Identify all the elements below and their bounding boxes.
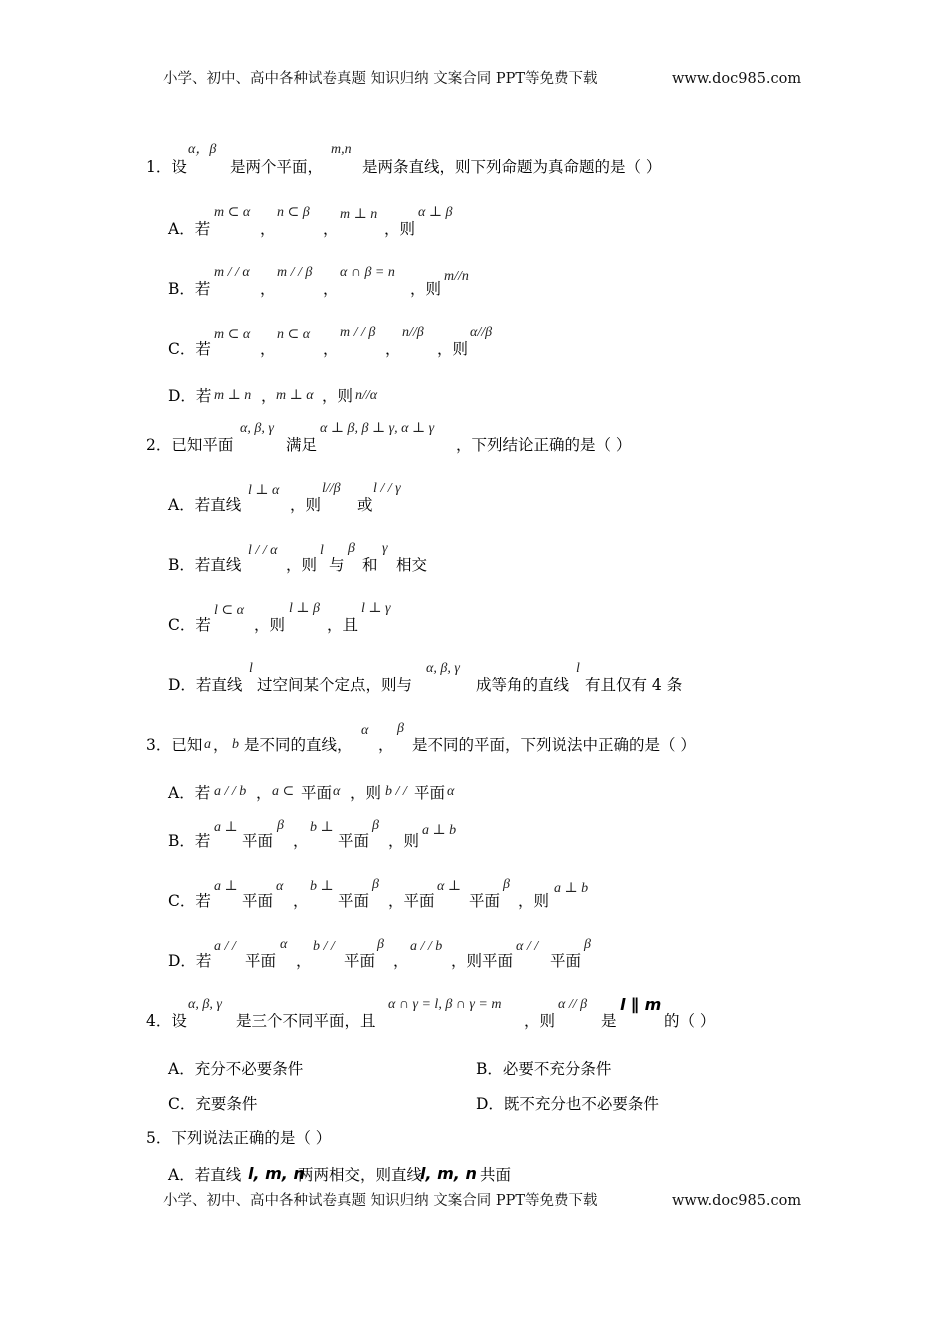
q1-option-a-sep-2: ， [323, 220, 339, 238]
q1-option-b-math-4: m//n [444, 269, 469, 284]
q2-option-a-math-1: l ⊥ α [248, 483, 280, 498]
q3-option-d-sep-4: ， [393, 952, 409, 970]
q4-option-d: D．既不充分也不必要条件 [476, 1095, 659, 1113]
q3-option-d-math-6: α / / [516, 939, 539, 954]
q3-option-b-math-5: a ⊥ b [422, 823, 457, 838]
q1-option-d-sep-2: ，则 [322, 387, 354, 405]
q4-option-c: C．充要条件 [168, 1095, 258, 1113]
q2-option-d-math-3: l [576, 661, 580, 676]
q3-option-c-math-1: a ⊥ [214, 879, 238, 894]
q3-option-d-math-4: β [377, 937, 384, 952]
q3-option-c-math-3: b ⊥ [310, 879, 334, 894]
q2-option-a-math-3: l / / γ [373, 481, 401, 496]
q3-option-d-math-1: a / / [214, 939, 236, 954]
q3-option-d-math-5: a / / b [410, 939, 443, 954]
q3-stem-var-a: a [204, 737, 211, 752]
q1-option-d-sep-1: ， [261, 387, 277, 405]
q1-option-a-sep-1: ， [260, 220, 276, 238]
q4-stem-text-4: 的（ ） [664, 1012, 716, 1030]
q3-option-b-math-2: β [277, 818, 284, 833]
q2-option-d-math-2: α, β, γ [426, 661, 460, 676]
q4-stem-text-1: 是三个不同平面，且 [236, 1012, 376, 1030]
q2-option-b-label: B．若直线 [168, 556, 242, 574]
q3-option-a-math-1: a / / b [214, 784, 247, 799]
q4-stem-math-2: α ∩ γ = l, β ∩ γ = m [388, 997, 502, 1012]
q1-option-c-math-3: m / / β [340, 325, 376, 340]
q3-option-d-math-7: β [584, 937, 591, 952]
q2-option-a-sep-1: ，则 [290, 496, 322, 514]
q3-option-b-math-4: β [372, 818, 379, 833]
q1-stem-math-2: m,n [331, 142, 352, 157]
q3-stem-text-2: ， [378, 736, 394, 754]
q2-option-d-label: D．若直线 [168, 676, 243, 694]
q2-option-c-math-2: l ⊥ β [289, 601, 321, 616]
q5-option-a-text-1: 两两相交，则直线 [298, 1166, 423, 1184]
q2-option-b-math-2: l [320, 543, 324, 558]
q1-option-c-sep-2: ， [323, 340, 339, 358]
q1-option-c-sep-4: ，则 [437, 340, 469, 358]
q3-option-d-text-1: 平面 [245, 952, 277, 970]
q5-option-a-math-1: l, m, n [248, 1164, 305, 1183]
q3-option-c-math-7: a ⊥ b [554, 881, 589, 896]
q3-option-c-text-4: ，平面 [388, 892, 435, 910]
q3-option-c-math-2: α [276, 879, 284, 894]
q2-option-c-label: C．若 [168, 616, 211, 634]
header-site[interactable]: www.doc985.com [672, 71, 802, 87]
q1-option-a-math-3: m ⊥ n [340, 207, 378, 222]
q2-stem-number: 2．已知平面 [146, 436, 234, 454]
q3-stem-text-1: 是不同的直线， [244, 736, 353, 754]
footer-site[interactable]: www.doc985.com [672, 1193, 802, 1209]
q4-stem-number: 4．设 [146, 1012, 187, 1030]
q3-option-a-math-2: a ⊂ [272, 784, 295, 799]
q3-option-a-math-5: α [447, 784, 455, 799]
q1-stem-text-2: 是两条直线，则下列命题为真命题的是（ ） [362, 158, 662, 176]
q3-option-c-math-4: β [372, 877, 379, 892]
q2-stem-math-2: α ⊥ β, β ⊥ γ, α ⊥ γ [320, 421, 435, 436]
q2-option-d-text-3: 有且仅有 4 条 [585, 676, 683, 694]
q3-option-c-math-5: α ⊥ [437, 879, 462, 894]
q1-option-c-math-1: m ⊂ α [214, 327, 251, 342]
q1-option-b-sep-1: ， [260, 280, 276, 298]
q3-option-c-sep-2: ， [293, 892, 309, 910]
q3-option-d-math-3: b / / [313, 939, 335, 954]
q1-option-b-math-3: α ∩ β = n [340, 265, 395, 280]
q2-option-b-math-1: l / / α [248, 543, 278, 558]
q3-option-d-label: D．若 [168, 952, 212, 970]
q2-option-c-sep-2: ，且 [327, 616, 359, 634]
q1-option-a-math-4: α ⊥ β [418, 205, 453, 220]
q2-option-b-math-3: β [348, 541, 355, 556]
q1-option-a-sep-3: ，则 [384, 220, 416, 238]
q3-option-b-text-3: 平面 [338, 832, 370, 850]
q1-option-c-math-4: n//β [402, 325, 424, 340]
q2-option-b-sep-3: 和 [362, 556, 378, 574]
q3-option-c-label: C．若 [168, 892, 211, 910]
q4-stem-math-3: α // β [558, 997, 588, 1012]
q3-option-b-text-1: 平面 [242, 832, 274, 850]
q3-option-d-sep-2: ， [296, 952, 312, 970]
q1-option-a-math-2: n ⊂ β [277, 205, 310, 220]
q3-option-b-math-1: a ⊥ [214, 820, 238, 835]
q1-option-c-sep-3: ， [385, 340, 401, 358]
q1-stem-number: 1．设 [146, 158, 187, 176]
q4-option-a: A．充分不必要条件 [168, 1060, 304, 1078]
q1-stem-math-1: α，β [188, 142, 217, 157]
q2-option-a-math-2: l//β [322, 481, 341, 496]
q4-stem-text-2: ，则 [524, 1012, 556, 1030]
q3-option-c-math-6: β [503, 877, 510, 892]
q2-option-b-sep-4: 相交 [396, 556, 428, 574]
q4-stem-text-3: 是 [601, 1012, 617, 1030]
q4-option-b: B．必要不充分条件 [476, 1060, 612, 1078]
q4-stem-math-1: α, β, γ [188, 997, 222, 1012]
q3-stem-sep: ， [213, 736, 229, 754]
q1-option-a-math-1: m ⊂ α [214, 205, 251, 220]
q2-option-d-text-1: 过空间某个定点，则与 [257, 676, 413, 694]
q1-option-c-math-5: α//β [470, 325, 493, 340]
q1-option-c-math-2: n ⊂ α [277, 327, 311, 342]
q1-option-d-label: D．若 [168, 387, 212, 405]
q3-option-c-text-3: 平面 [338, 892, 370, 910]
q5-option-a-text-2: 共面 [480, 1166, 512, 1184]
q1-option-b-label: B．若 [168, 280, 211, 298]
q1-option-c-sep-1: ， [260, 340, 276, 358]
q3-option-d-text-3: 平面 [344, 952, 376, 970]
q3-option-a-label: A．若 [168, 784, 211, 802]
q3-option-d-text-6: 平面 [550, 952, 582, 970]
q4-stem-math-4: l ∥ m [620, 995, 662, 1014]
q3-option-d-text-5: ，则平面 [451, 952, 514, 970]
q2-option-d-math-1: l [249, 661, 253, 676]
q2-option-b-sep-1: ，则 [286, 556, 318, 574]
q1-option-d-math-3: n//α [355, 388, 378, 403]
q2-option-b-math-4: γ [382, 541, 388, 556]
q2-option-c-math-3: l ⊥ γ [361, 601, 391, 616]
q1-option-b-sep-3: ，则 [410, 280, 442, 298]
q2-option-c-math-1: l ⊂ α [214, 603, 244, 618]
q3-option-a-text-4: 平面 [414, 784, 446, 802]
q3-option-a-text-2: 平面 [301, 784, 333, 802]
q2-stem-text-1: 满足 [286, 436, 318, 454]
q1-option-b-sep-2: ， [323, 280, 339, 298]
q3-option-a-sep-1: ， [256, 784, 272, 802]
q5-stem: 5．下列说法正确的是（ ） [146, 1129, 332, 1147]
q3-option-b-label: B．若 [168, 832, 211, 850]
q3-stem-number: 3．已知 [146, 736, 203, 754]
q3-stem-math-2: β [397, 721, 404, 736]
footer-text: 小学、初中、高中各种试卷真题 知识归纳 文案合同 PPT等免费下载 [163, 1193, 598, 1209]
header-text: 小学、初中、高中各种试卷真题 知识归纳 文案合同 PPT等免费下载 [163, 71, 598, 87]
q2-stem-text-2: ，下列结论正确的是（ ） [456, 436, 632, 454]
q3-option-b-sep-2: ， [293, 832, 309, 850]
q2-stem-math-1: α, β, γ [240, 421, 274, 436]
q3-option-c-text-1: 平面 [242, 892, 274, 910]
q3-stem-text-3: 是不同的平面，下列说法中正确的是（ ） [412, 736, 696, 754]
q1-option-a-label: A．若 [168, 220, 211, 238]
q3-option-d-math-2: α [280, 937, 288, 952]
q3-option-c-sep-6: ，则 [518, 892, 550, 910]
q3-option-a-math-3: α [333, 784, 341, 799]
q3-stem-var-b: b [232, 737, 239, 752]
q2-option-a-label: A．若直线 [168, 496, 242, 514]
q5-option-a-math-2: l, m, n [420, 1164, 477, 1183]
q1-stem-text-1: 是两个平面， [230, 158, 324, 176]
q3-option-a-sep-3: ，则 [350, 784, 382, 802]
q5-option-a-label: A．若直线 [168, 1166, 242, 1184]
q1-option-b-math-2: m / / β [277, 265, 313, 280]
q2-option-a-sep-2: 或 [357, 496, 373, 514]
q3-option-a-math-4: b / / [385, 784, 407, 799]
q3-option-c-text-5: 平面 [469, 892, 501, 910]
q3-stem-math-1: α [361, 723, 369, 738]
q1-option-d-math-2: m ⊥ α [276, 388, 314, 403]
q3-option-b-math-3: b ⊥ [310, 820, 334, 835]
q1-option-b-math-1: m / / α [214, 265, 250, 280]
q1-option-d-math-1: m ⊥ n [214, 388, 252, 403]
q3-option-b-sep-4: ，则 [388, 832, 420, 850]
q2-option-c-sep-1: ，则 [254, 616, 286, 634]
q2-option-b-sep-2: 与 [329, 556, 345, 574]
q2-option-d-text-2: 成等角的直线 [476, 676, 570, 694]
q1-option-c-label: C．若 [168, 340, 211, 358]
